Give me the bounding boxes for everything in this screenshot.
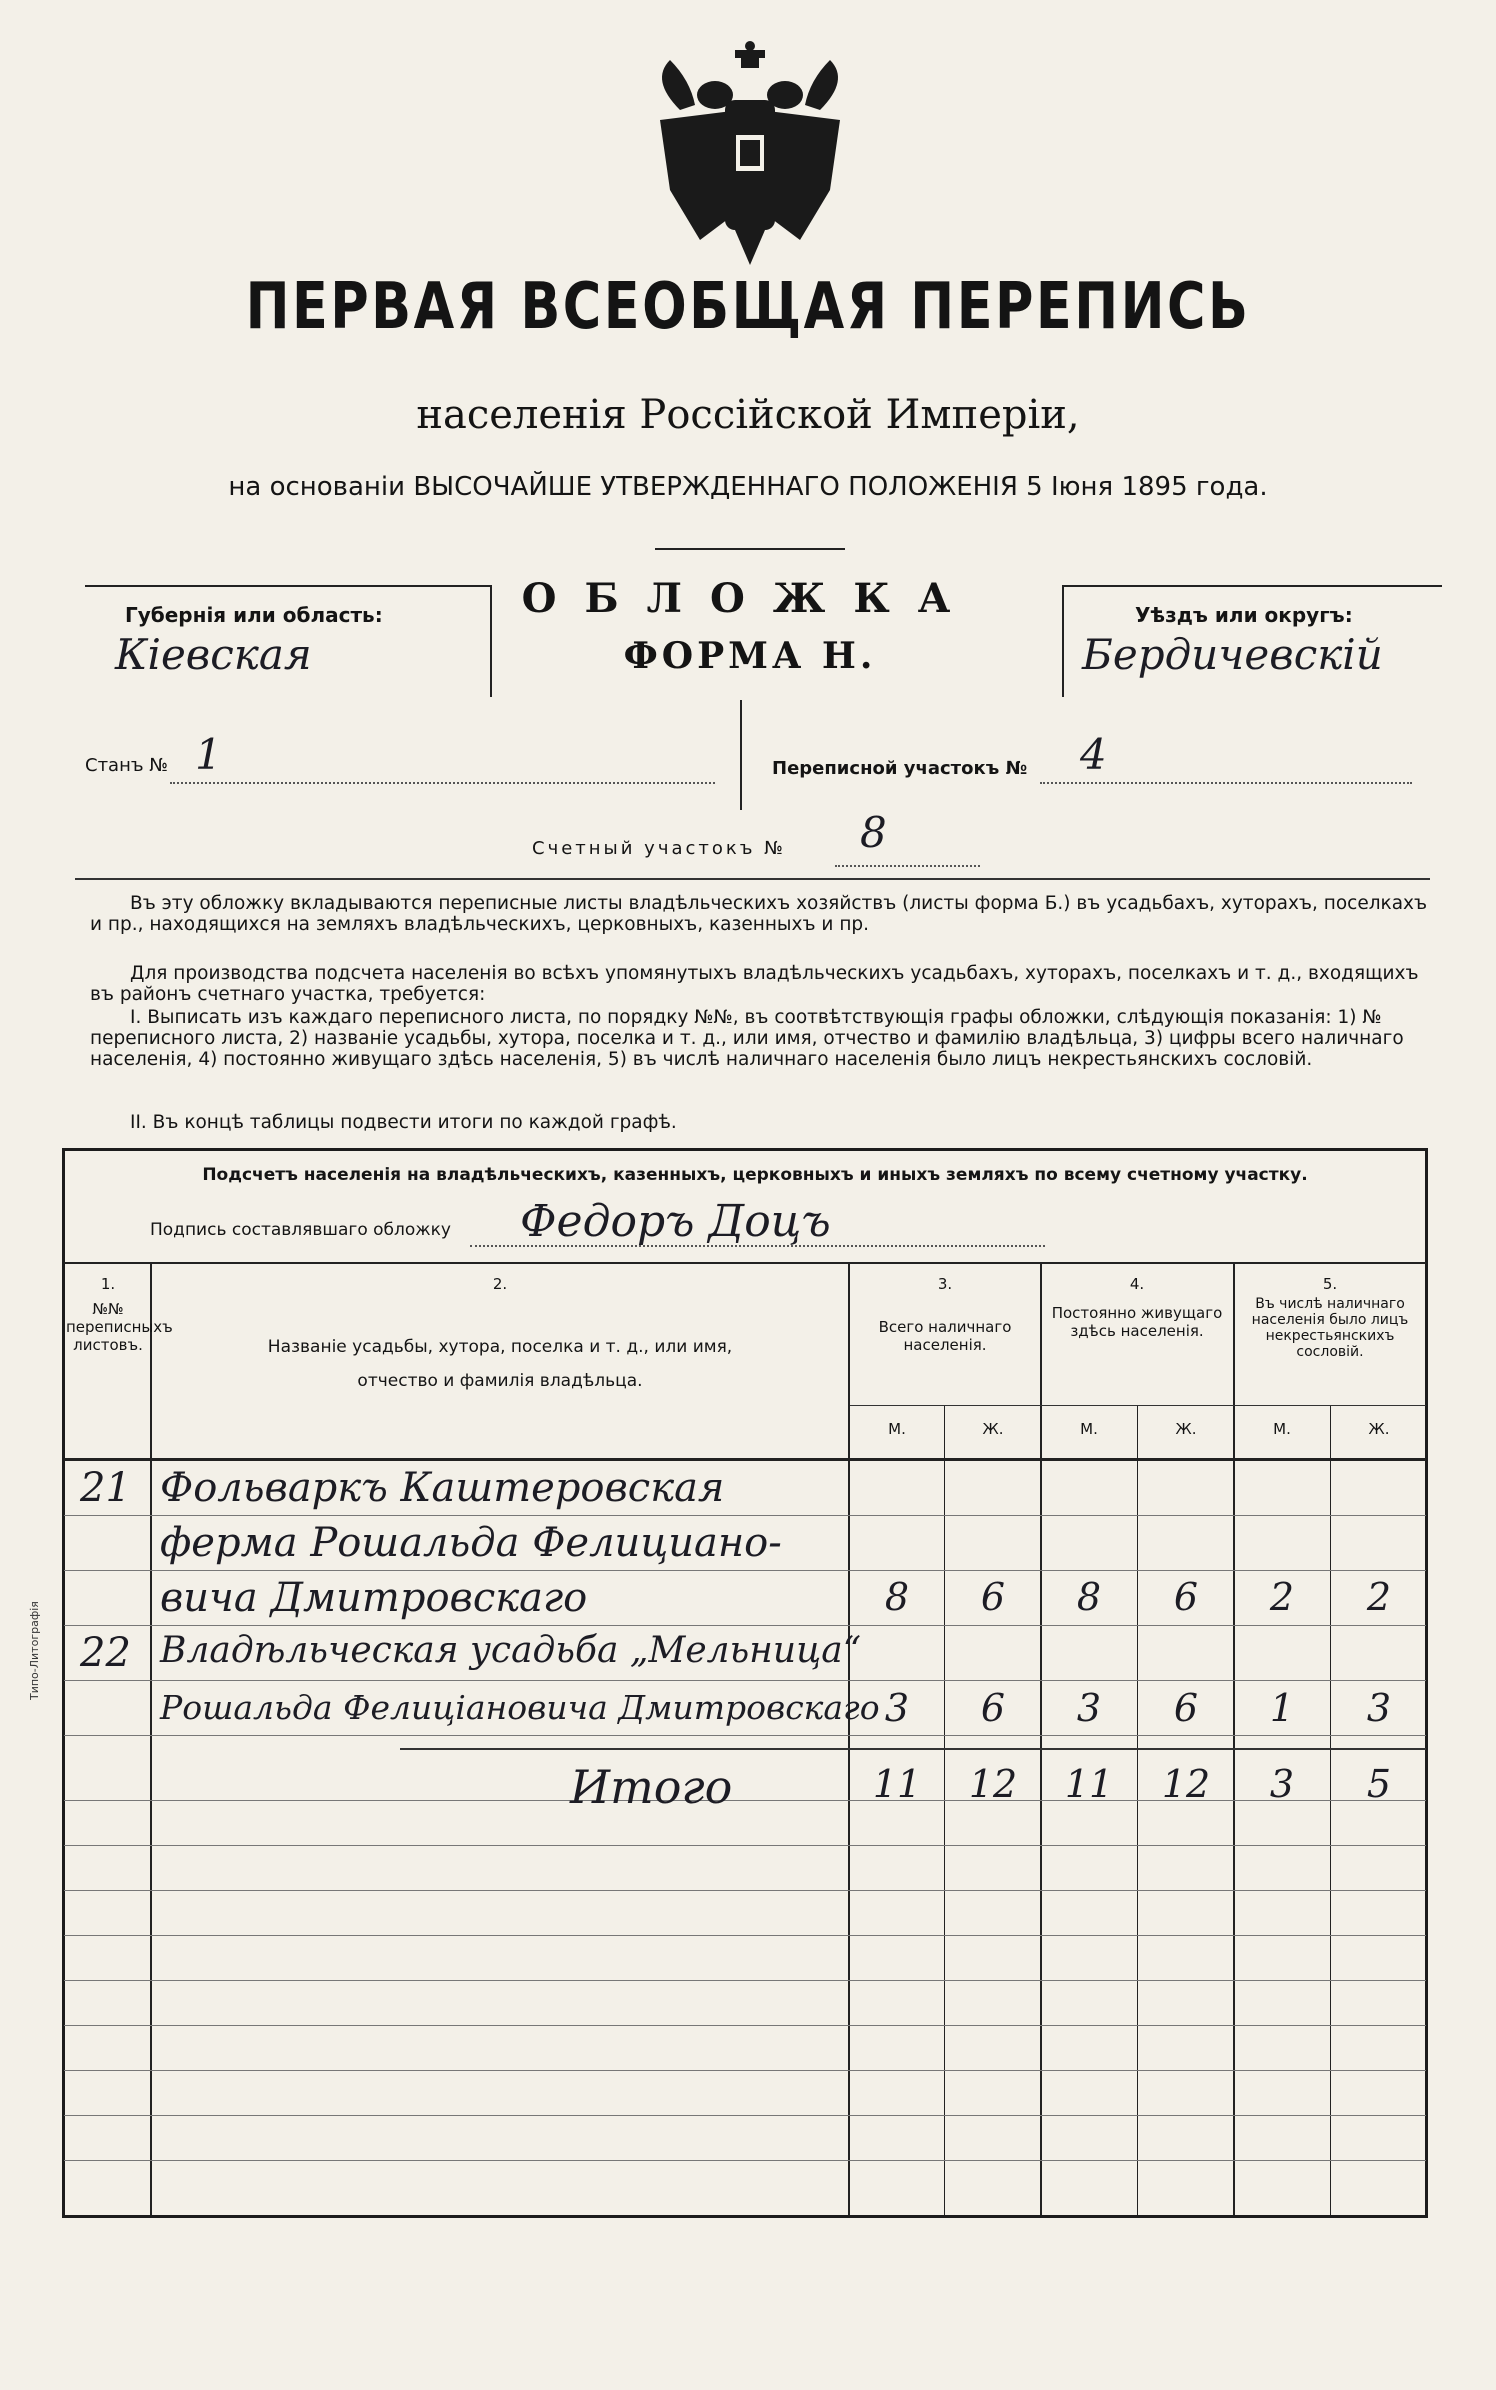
stan-label: Станъ № bbox=[85, 755, 169, 776]
col-num-2: 2. bbox=[492, 1275, 508, 1293]
stan-underline bbox=[170, 782, 715, 784]
form-title: ФОРМА Н. bbox=[623, 635, 877, 677]
signature-underline bbox=[470, 1245, 1045, 1247]
title-divider bbox=[655, 548, 845, 550]
row-2-present-m: 3 bbox=[884, 1686, 910, 1730]
uezd-value: Бердичевскій bbox=[1082, 630, 1383, 679]
row-1-name-line-2: ферма Рошальда Фелициано- bbox=[160, 1520, 782, 1566]
schetny-underline bbox=[835, 865, 980, 867]
total-present-m: 11 bbox=[872, 1762, 922, 1806]
body-line bbox=[64, 2115, 1426, 2116]
col-line-3-split bbox=[944, 1405, 945, 2215]
stan-value: 1 bbox=[195, 730, 222, 779]
row-2-name-line-1: Владѣльческая усадьба „Мельница“ bbox=[160, 1630, 862, 1671]
row-2-nonpeasant-zh: 3 bbox=[1366, 1686, 1392, 1730]
perepisnoy-label: Переписной участокъ № bbox=[772, 758, 1028, 779]
row-2-permanent-m: 3 bbox=[1076, 1686, 1102, 1730]
gubernia-value: Кіевская bbox=[115, 630, 312, 679]
total-permanent-m: 11 bbox=[1064, 1762, 1114, 1806]
table-body-top-rule bbox=[64, 1458, 1426, 1461]
col-header-sheet-numbers: №№ переписныхъ листовъ. bbox=[66, 1300, 173, 1354]
col-line-4-split bbox=[1137, 1405, 1138, 2215]
center-divider bbox=[740, 700, 742, 810]
body-line bbox=[64, 1980, 1426, 1981]
uezd-label: Уѣздъ или округъ: bbox=[1135, 603, 1353, 627]
schetny-value: 8 bbox=[860, 808, 887, 857]
body-line bbox=[64, 1890, 1426, 1891]
document-title: ПЕРВАЯ ВСЕОБЩАЯ ПЕРЕПИСЬ bbox=[245, 270, 1251, 344]
total-present-zh: 12 bbox=[968, 1762, 1018, 1806]
section-rule bbox=[75, 878, 1430, 880]
row-1-present-m: 8 bbox=[884, 1575, 910, 1619]
table-heading: Подсчетъ населенія на владѣльческихъ, казенныхъ, церковныхъ и иныхъ земляхъ по всему счетному участку. bbox=[202, 1165, 1308, 1185]
row-1-sheet-number: 21 bbox=[80, 1465, 131, 1511]
row-1-present-zh: 6 bbox=[980, 1575, 1006, 1619]
body-line bbox=[64, 1680, 1426, 1681]
total-label: Итого bbox=[570, 1760, 733, 1814]
col-num-1: 1. bbox=[100, 1275, 116, 1293]
perepisnoy-value: 4 bbox=[1080, 730, 1107, 779]
col5-m: М. bbox=[1273, 1420, 1291, 1438]
col-header-non-peasant: Въ числѣ наличнаго населенія было лицъ некрестьянскихъ сословій. bbox=[1251, 1296, 1409, 1360]
document-subtitle: населенія Россійской Имперіи, bbox=[416, 392, 1080, 438]
body-line bbox=[64, 1570, 1426, 1571]
instruction-paragraph-2: Для производства подсчета населенія во всѣхъ упомянутыхъ владѣльческихъ усадьбахъ, хуторахъ, поселкахъ и т. д., входящихъ въ районъ счетнаго участка, требуется: bbox=[90, 963, 1419, 1005]
col-header-permanent: Постоянно живущаго здѣсь населенія. bbox=[1051, 1304, 1223, 1340]
col-num-4: 4. bbox=[1129, 1275, 1145, 1293]
body-line bbox=[64, 1935, 1426, 1936]
instruction-paragraph-3: I. Выписать изъ каждаго переписного листа, по порядку №№, въ соотвѣтствующія графы обложки, слѣдующія показанія: 1) № переписного листа, 2) названіе усадьбы, хутора, поселка и т. д., или имя, отчество и фамилію владѣльца, 3) цифры всего наличнаго населенія, 4) постоянно живущаго здѣсь населенія, 5) въ числѣ наличнаго населенія было лицъ некрестьянскихъ сословій. bbox=[90, 1007, 1404, 1070]
body-line bbox=[64, 2160, 1426, 2161]
col-line-1 bbox=[150, 1262, 152, 2215]
row-1-name-line-3: вича Дмитровскаго bbox=[160, 1575, 588, 1621]
imperial-eagle-icon bbox=[640, 40, 860, 270]
signature-label: Подпись составлявшаго обложку bbox=[150, 1220, 451, 1240]
table-header-top-rule bbox=[64, 1262, 1426, 1264]
printer-imprint: Типо-Литографія bbox=[28, 1601, 41, 1700]
col-num-3: 3. bbox=[937, 1275, 953, 1293]
gubernia-label: Губернія или область: bbox=[125, 603, 383, 627]
body-line bbox=[64, 1735, 1426, 1736]
signature-value: Федоръ Доцъ bbox=[520, 1196, 831, 1247]
subheader-rule bbox=[850, 1405, 1426, 1406]
total-nonpeasant-m: 3 bbox=[1269, 1762, 1295, 1806]
col-header-total-present: Всего наличнаго населенія. bbox=[878, 1318, 1012, 1354]
legal-basis-line: на основаніи ВЫСОЧАЙШЕ УТВЕРЖДЕННАГО ПОЛОЖЕНІЯ 5 Іюня 1895 года. bbox=[228, 472, 1268, 502]
col3-m: М. bbox=[888, 1420, 906, 1438]
row-2-sheet-number: 22 bbox=[80, 1630, 131, 1676]
total-rule bbox=[400, 1748, 1426, 1750]
col-line-5-split bbox=[1330, 1405, 1331, 2215]
body-line bbox=[64, 2025, 1426, 2026]
body-line bbox=[64, 1625, 1426, 1626]
col-num-5: 5. bbox=[1322, 1275, 1338, 1293]
schetny-label: Счетный участокъ № bbox=[532, 838, 786, 859]
instruction-paragraph-1: Въ эту обложку вкладываются переписные листы владѣльческихъ хозяйствъ (листы форма Б.) въ усадьбахъ, хуторахъ, поселкахъ и пр., находящихся на земляхъ владѣльческихъ, церковныхъ, казенныхъ и пр. bbox=[90, 893, 1428, 935]
total-nonpeasant-zh: 5 bbox=[1366, 1762, 1392, 1806]
row-2-present-zh: 6 bbox=[980, 1686, 1006, 1730]
total-permanent-zh: 12 bbox=[1161, 1762, 1211, 1806]
perepisnoy-underline bbox=[1040, 782, 1412, 784]
body-line bbox=[64, 1845, 1426, 1846]
body-line bbox=[64, 2070, 1426, 2071]
col5-zh: Ж. bbox=[1368, 1420, 1390, 1438]
row-2-permanent-zh: 6 bbox=[1173, 1686, 1199, 1730]
row-1-nonpeasant-m: 2 bbox=[1269, 1575, 1295, 1619]
cover-title: ОБЛОЖКА bbox=[521, 575, 979, 622]
row-2-name-line-2: Рошальда Фелиціановича Дмитровскаго bbox=[160, 1688, 880, 1727]
row-1-nonpeasant-zh: 2 bbox=[1366, 1575, 1392, 1619]
row-1-permanent-zh: 6 bbox=[1173, 1575, 1199, 1619]
row-1-name-line-1: Фольваркъ Каштеровская bbox=[160, 1465, 725, 1511]
row-1-permanent-m: 8 bbox=[1076, 1575, 1102, 1619]
row-2-nonpeasant-m: 1 bbox=[1269, 1686, 1295, 1730]
col-header-name: Названіе усадьбы, хутора, поселка и т. д., или имя, отчество и фамилія владѣльца. bbox=[267, 1337, 733, 1391]
col4-m: М. bbox=[1080, 1420, 1098, 1438]
col4-zh: Ж. bbox=[1175, 1420, 1197, 1438]
body-line bbox=[64, 1515, 1426, 1516]
col3-zh: Ж. bbox=[982, 1420, 1004, 1438]
instruction-paragraph-4: II. Въ концѣ таблицы подвести итоги по каждой графѣ. bbox=[130, 1112, 677, 1133]
